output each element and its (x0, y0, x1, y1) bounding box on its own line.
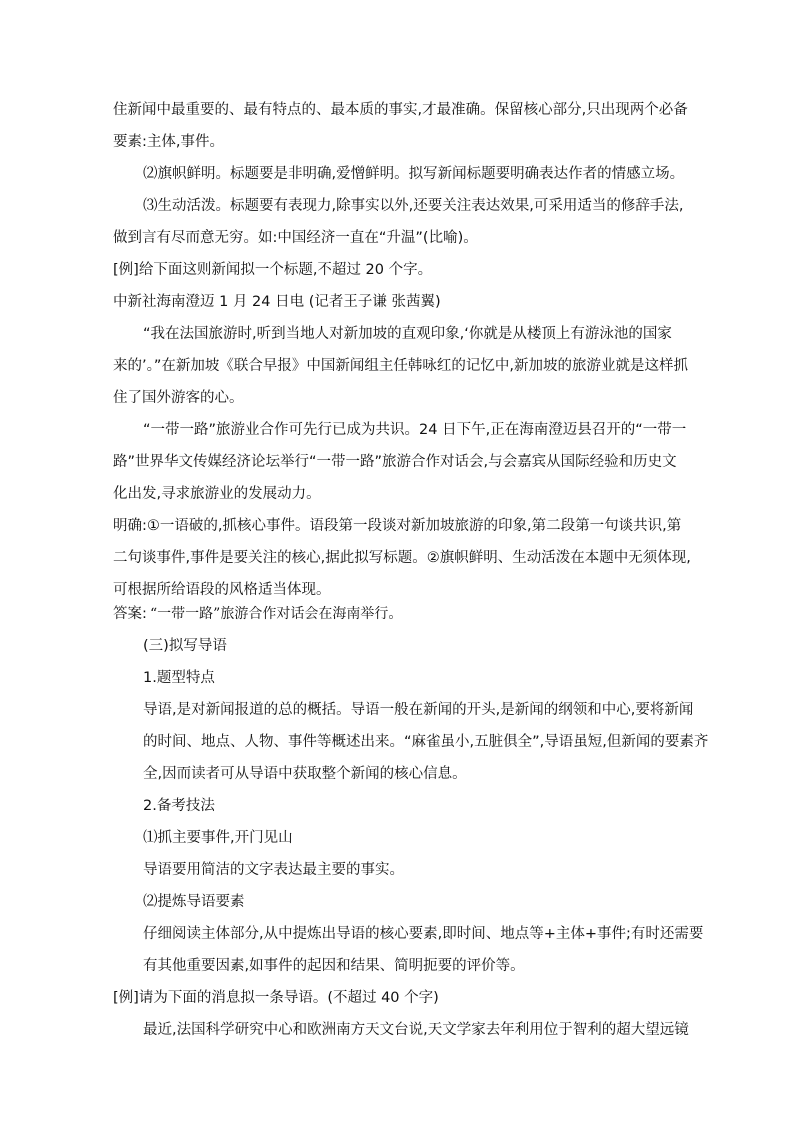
text-line: 来的’。”在新加坡《联合早报》中国新闻组主任韩咏红的记忆中,新加坡的旅游业就是这样抓 (113, 358, 688, 374)
example-heading: [例]给下面这则新闻拟一个标题,不超过 20 个字。 (113, 262, 433, 278)
answer-text: “一带一路”旅游合作对话会在海南举行。 (150, 606, 403, 622)
text-line: ⑶生动活泼。标题要有表现力,除事实以外,还要关注表达效果,可采用适当的修辞手法, (143, 198, 684, 214)
text-line: “我在法国旅游时,听到当地人对新加坡的直观印象,‘你就是从楼顶上有游泳池的国家 (143, 326, 672, 342)
text-line: 有其他重要因素,如事件的起因和结果、简明扼要的评价等。 (143, 958, 525, 974)
text-line: 全,因而读者可从导语中获取整个新闻的核心信息。 (143, 766, 467, 782)
text-line: ⑵提炼导语要素 (143, 894, 245, 910)
subsection-heading: 2.备考技法 (143, 798, 215, 814)
text-line: 可根据所给语段的风格适当体现。 (113, 582, 331, 598)
answer-label: 答案: (113, 606, 147, 622)
text-line: 路”世界华文传媒经济论坛举行“一带一路”旅游合作对话会,与会嘉宾从国际经验和历史文 (113, 454, 677, 470)
text-line: “一带一路”旅游业合作可先行已成为共识。24 日下午,正在海南澄迈县召开的“一带一 (143, 422, 687, 438)
subsection-heading: 1.题型特点 (143, 670, 215, 686)
text-line: 二句谈事件,事件是要关注的核心,据此拟写标题。②旗帜鲜明、生动活泼在本题中无须体现, (113, 550, 691, 566)
text-line: 要素:主体,事件。 (113, 134, 224, 150)
text-line: 最近,法国科学研究中心和欧洲南方天文台说,天文学家去年利用位于智利的超大望远镜 (143, 1022, 689, 1038)
example-heading: [例]请为下面的消息拟一条导语。(不超过 40 个字) (113, 990, 439, 1006)
text-line: 明确:①一语破的,抓核心事件。语段第一段谈对新加坡旅游的印象,第二段第一句谈共识,第 (113, 518, 682, 534)
section-heading: (三)拟写导语 (143, 638, 227, 654)
text-line: 导语要用简洁的文字表达最主要的事实。 (143, 862, 404, 878)
text-line: 的时间、地点、人物、事件等概述出来。“麻雀虽小,五脏俱全”,导语虽短,但新闻的要素齐 (143, 734, 709, 750)
text-line: 仔细阅读主体部分,从中提炼出导语的核心要素,即时间、地点等+主体+事件;有时还需要 (143, 926, 704, 942)
news-dateline: 中新社海南澄迈 1 月 24 日电 (记者王子谦 张茜翼) (113, 294, 441, 310)
text-line: 住了国外游客的心。 (113, 390, 244, 406)
text-line: ⑵旗帜鲜明。标题要是非明确,爱憎鲜明。拟写新闻标题要明确表达作者的情感立场。 (143, 166, 685, 182)
text-line: 导语,是对新闻报道的总的概括。导语一般在新闻的开头,是新闻的纲领和中心,要将新闻 (143, 702, 694, 718)
text-line: 做到言有尽而意无穷。如:中国经济一直在“升温”(比喻)。 (113, 230, 478, 246)
text-line: ⑴抓主要事件,开门见山 (143, 830, 293, 846)
text-line: 住新闻中最重要的、最有特点的、最本质的事实,才最准确。保留核心部分,只出现两个必备 (113, 102, 688, 118)
text-line: 化出发,寻求旅游业的发展动力。 (113, 486, 321, 502)
